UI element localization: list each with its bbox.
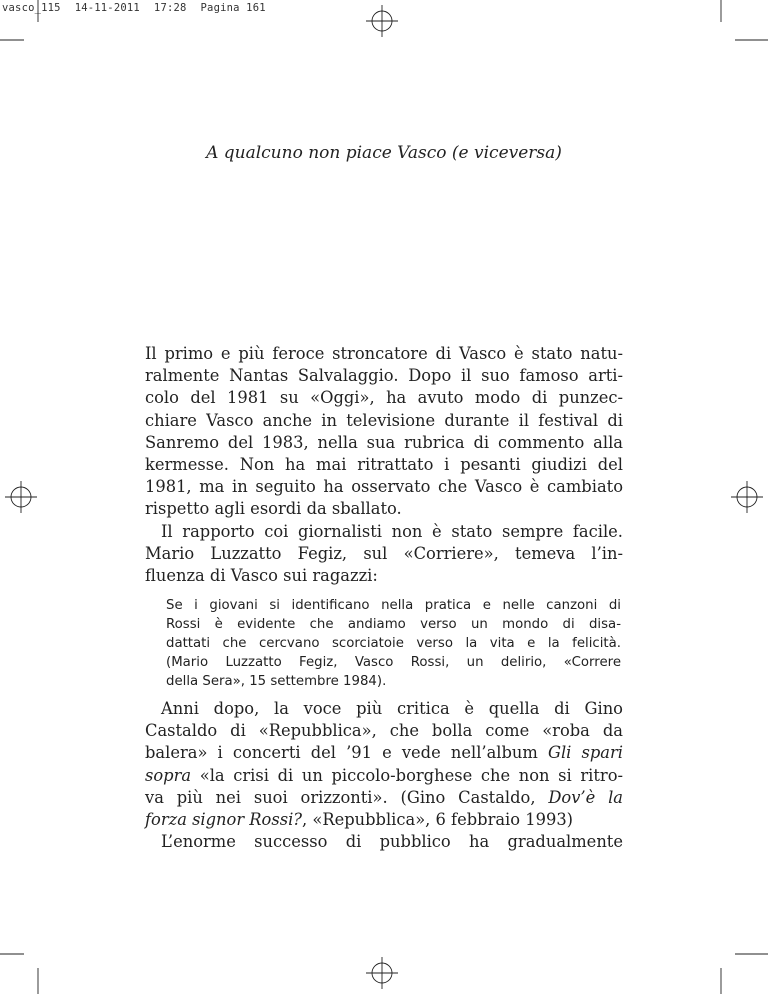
quote-line: (Mario Luzzatto Fegiz, Vasco Rossi, un delirio, «Correre — [166, 655, 621, 670]
slug-page: Pagina 161 — [200, 2, 266, 14]
slug-date: 14-11-2011 — [74, 2, 140, 14]
text-line — [145, 765, 623, 787]
slug-file: vasco_115 — [2, 2, 61, 14]
body-paragraphs-3-4 — [145, 698, 623, 853]
album-title-part: sopra — [145, 765, 192, 785]
quote-line: dattati che cercvano scorciatoie verso la vita e la felicità. — [166, 636, 621, 651]
text-line — [145, 809, 623, 831]
chapter-title: A qualcuno non piace Vasco (e viceversa) — [206, 143, 562, 163]
text-line: kermesse. Non ha mai ritrattato i pesanti giudizi del — [145, 455, 623, 475]
block-quote — [166, 596, 621, 691]
text-line: Sanremo del 1983, nella sua rubrica di commento alla — [145, 432, 623, 452]
text-run: , «Repubblica», 6 febbraio 1993) — [302, 810, 574, 830]
text-line: ralmente Nantas Salvalaggio. Dopo il suo famoso arti- — [145, 366, 623, 386]
text-line: L’enorme successo di pubblico ha gradualmente — [161, 832, 623, 852]
text-run: balera» i concerti del ’91 e vede nell’album — [145, 743, 548, 763]
slug-time: 17:28 — [153, 2, 187, 14]
paragraph-3 — [145, 698, 623, 831]
text-run: va più nei suoi orizzonti». (Gino Castaldo, — [145, 787, 549, 807]
registration-mark-right — [731, 481, 763, 513]
text-line: Mario Luzzatto Fegiz, sul «Corriere», temeva l’in- — [145, 543, 623, 563]
quote-line: Se i giovani si identificano nella pratica e nelle canzoni di — [166, 598, 621, 613]
crop-mark-top-left — [0, 0, 38, 40]
album-title-part: Gli spari — [547, 743, 623, 763]
quote-line: Rossi è evidente che andiamo verso un mondo di disa- — [166, 617, 621, 632]
paragraph-2 — [145, 521, 623, 588]
body-paragraphs-1-2 — [145, 343, 623, 587]
text-line: 1981, ma in seguito ha osservato che Vasco è cambiato — [145, 477, 623, 497]
text-line: fluenza di Vasco sui ragazzi: — [145, 566, 378, 586]
crop-mark-bottom-left — [0, 954, 38, 994]
article-title-part: forza signor Rossi? — [145, 810, 303, 830]
text-line: rispetto agli esordi da sballato. — [145, 499, 402, 519]
crop-mark-top-right — [721, 0, 768, 40]
crop-mark-bottom-right — [721, 954, 768, 994]
text-line: Castaldo di «Repubblica», che bolla come «roba da — [145, 721, 623, 741]
text-line — [145, 742, 623, 764]
text-line — [145, 787, 623, 809]
text-run: «la crisi di un piccolo-borghese che non si ritro- — [191, 765, 623, 785]
text-line: Il primo e più feroce stroncatore di Vasco è stato natu- — [145, 344, 623, 363]
text-line: chiare Vasco anche in televisione durante il festival di — [145, 410, 623, 430]
registration-mark-left — [5, 481, 37, 513]
quote-line: della Sera», 15 settembre 1984). — [166, 674, 387, 689]
registration-mark-bottom — [366, 957, 398, 989]
text-line: colo del 1981 su «Oggi», ha avuto modo di punzec- — [145, 388, 623, 408]
paragraph-1 — [145, 343, 623, 521]
text-line: Anni dopo, la voce più critica è quella di Gino — [161, 699, 623, 718]
paragraph-4 — [145, 831, 623, 853]
registration-mark-top — [366, 5, 398, 37]
text-line: Il rapporto coi giornalisti non è stato sempre facile. — [161, 521, 623, 541]
article-title-part: Dov’è la — [548, 787, 623, 807]
